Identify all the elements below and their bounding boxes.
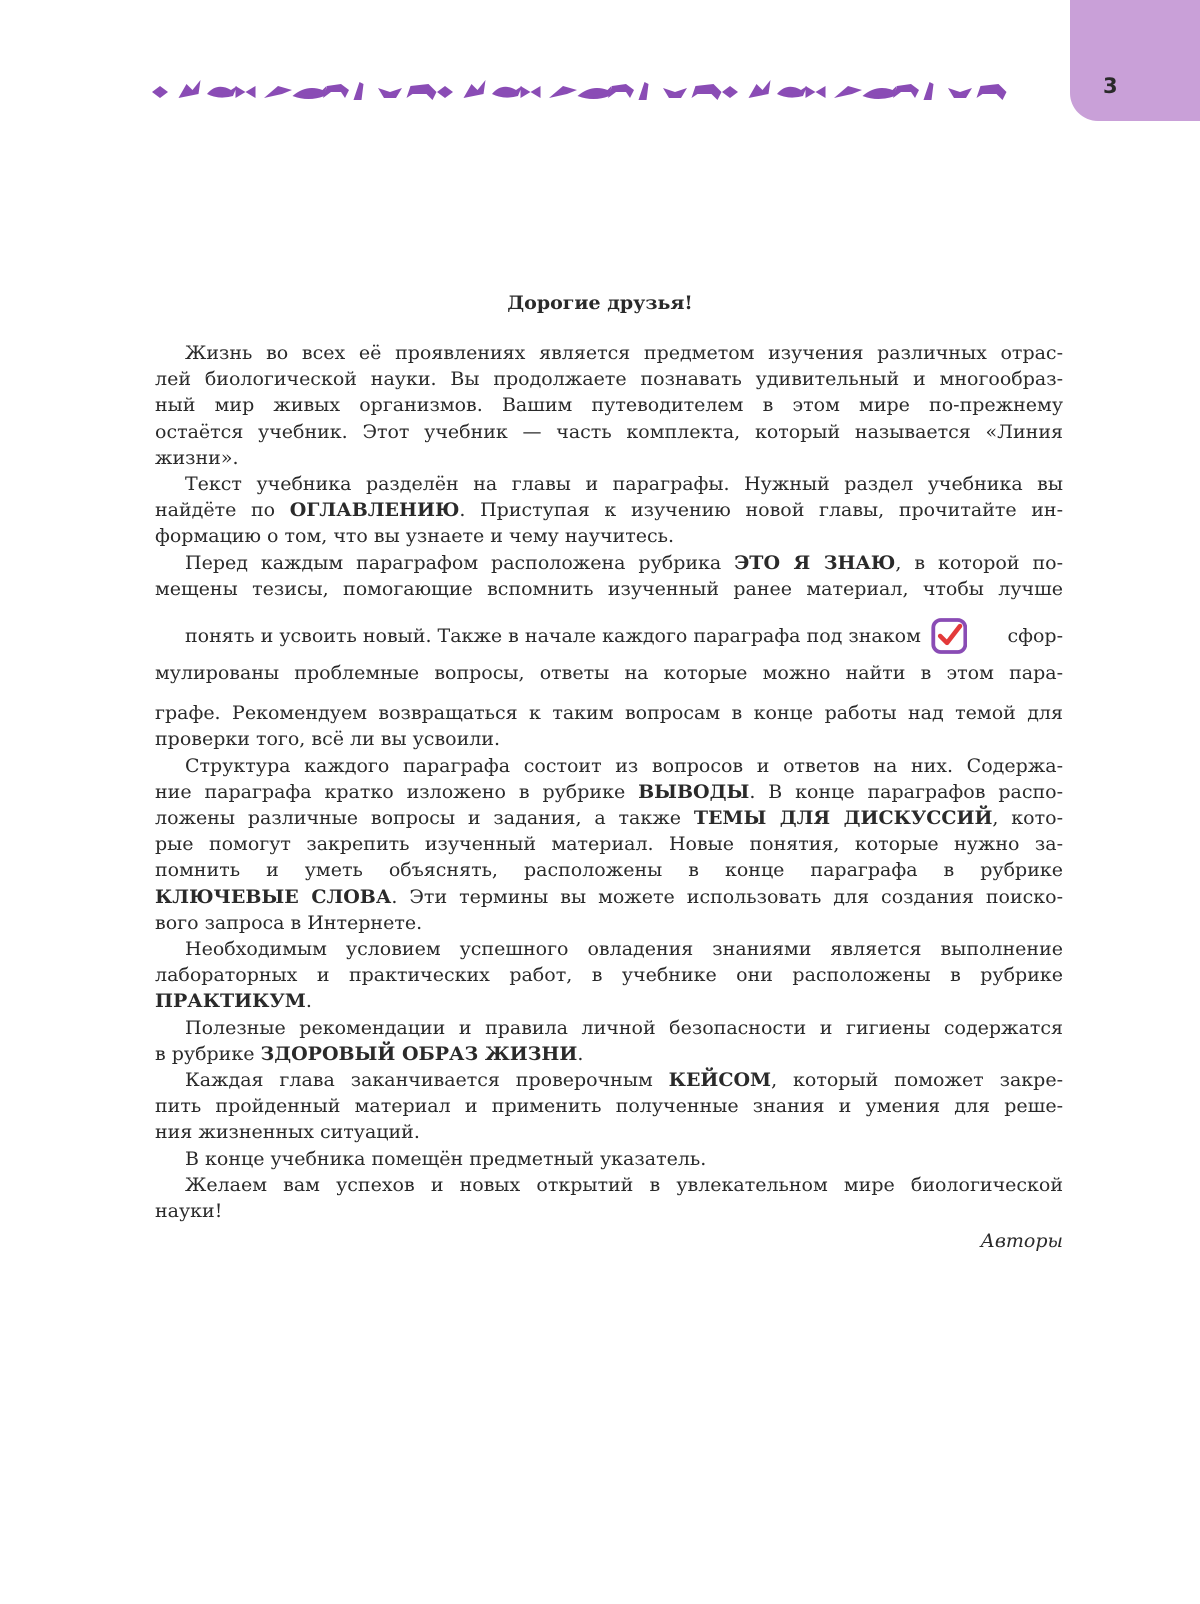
paragraph	[155, 550, 1063, 753]
text-fragment: . В конце параграфов распо-	[749, 780, 1063, 803]
text-line: лабораторных и практических работ, в учебнике они расположены в рубрике	[155, 964, 1063, 987]
text-line	[155, 1041, 1063, 1067]
paragraph	[155, 936, 1063, 1015]
text-fragment: , кото-	[992, 807, 1063, 830]
animal-silhouette-icon	[264, 86, 292, 98]
section-oglavlenie: ОГЛАВЛЕНИЮ	[289, 499, 460, 522]
text-line: В конце учебника помещён предметный указатель.	[185, 1147, 707, 1170]
text-line: Желаем вам успехов и новых открытий в увлекательном мире биологической	[185, 1173, 1063, 1196]
text-line: формацию о том, что вы узнаете и чему научитесь.	[155, 525, 674, 548]
animal-silhouette-icon	[323, 84, 349, 98]
page-number: 3	[1103, 74, 1118, 98]
text-line: пить пройденный материал и применить полученные знания и умения для реше-	[155, 1095, 1063, 1118]
animal-silhouette-icon	[924, 82, 934, 100]
text-line	[155, 497, 1063, 523]
animal-silhouette-icon	[179, 80, 201, 98]
animal-silhouette-icon	[378, 80, 402, 98]
animal-silhouette-icon	[549, 86, 577, 98]
animal-silhouette-icon	[863, 86, 897, 99]
text-fragment: сфор-	[1007, 624, 1063, 647]
text-fragment: найдёте по	[155, 499, 290, 522]
paragraph	[155, 1172, 1063, 1224]
animal-silhouette-icon	[207, 86, 237, 98]
text-line	[155, 884, 1063, 910]
text-line	[155, 1067, 1063, 1093]
text-fragment: ложены различные вопросы и задания, а также	[155, 807, 694, 830]
animal-silhouette-icon	[893, 84, 919, 98]
text-fragment: , который поможет закре-	[771, 1069, 1063, 1092]
text-fragment: Перед каждым параграфом расположена рубрика	[185, 551, 735, 574]
text-line: науки!	[155, 1200, 223, 1223]
section-zdorovyy-obraz-zhizni: ЗДОРОВЫЙ ОБРАЗ ЖИЗНИ	[260, 1042, 578, 1065]
text-line	[155, 550, 1063, 576]
animal-silhouette-icon	[977, 84, 1007, 100]
animal-silhouette-icon	[806, 86, 826, 98]
text-line: лей биологической науки. Вы продолжаете познавать удивительный и многообраз-	[155, 368, 1063, 391]
animal-silhouette-icon	[293, 86, 327, 99]
text-fragment: .	[577, 1042, 584, 1065]
animal-silhouettes-ornament	[150, 72, 1010, 112]
animal-silhouette-icon	[663, 80, 687, 98]
authors-signature: Авторы	[980, 1230, 1063, 1252]
paragraph	[155, 1146, 1063, 1172]
text-line: помнить и уметь объяснять, расположены в конце параграфа в рубрике	[155, 859, 1063, 882]
text-line: проверки того, всё ли вы усвоили.	[155, 728, 501, 751]
text-line: графе. Рекомендуем возвращаться к таким вопросам в конце работы над темой для	[155, 702, 1063, 725]
animal-silhouette-icon	[152, 78, 168, 98]
text-line: Необходимым условием успешного овладения знаниями является выполнение	[185, 938, 1063, 961]
text-fragment: понять и усвоить новый. Также в начале каждого параграфа под знаком	[185, 624, 921, 647]
section-eto-ya-znayu: ЭТО Я ЗНАЮ	[734, 551, 896, 574]
text-fragment: в рубрике	[155, 1042, 261, 1065]
paragraph	[155, 1067, 1063, 1146]
animal-silhouette-icon	[639, 82, 649, 100]
paragraph	[155, 1015, 1063, 1067]
section-praktikum: ПРАКТИКУМ	[155, 990, 306, 1013]
animal-silhouette-icon	[777, 86, 807, 98]
animal-silhouette-icon	[354, 82, 364, 100]
text-line: Жизнь во всех её проявлениях является предметом изучения различных отрас-	[185, 342, 1063, 364]
animal-silhouette-icon	[492, 86, 522, 98]
text-line: мещены тезисы, помогающие вспомнить изученный ранее материал, чтобы лучше	[155, 577, 1063, 600]
text-fragment: Каждая глава заканчивается проверочным	[185, 1069, 669, 1092]
animal-silhouette-icon	[464, 80, 486, 98]
text-line: мулированы проблемные вопросы, ответы на которые можно найти в этом пара-	[155, 662, 1063, 685]
text-line	[155, 779, 1063, 805]
text-line	[155, 805, 1063, 831]
animal-silhouette-icon	[948, 80, 972, 98]
text-line: ния жизненных ситуаций.	[155, 1121, 420, 1144]
text-line	[155, 988, 1063, 1014]
page-heading: Дорогие друзья!	[507, 292, 693, 314]
animal-silhouette-icon	[834, 86, 862, 98]
animal-silhouette-icon	[437, 78, 453, 98]
text-line: жизни».	[155, 446, 239, 469]
animal-silhouette-icon	[578, 86, 612, 99]
section-temy-dlya-diskussiy: ТЕМЫ ДЛЯ ДИСКУССИЙ	[693, 807, 993, 830]
animal-silhouette-icon	[407, 84, 437, 100]
page-tab	[1070, 0, 1200, 121]
body-text	[155, 340, 1063, 1224]
animal-silhouette-icon	[236, 86, 256, 98]
text-fragment: .	[305, 990, 312, 1013]
text-line: Полезные рекомендации и правила личной безопасности и гигиены содержатся	[185, 1016, 1063, 1039]
text-line: остаётся учебник. Этот учебник — часть комплекта, который называется «Линия	[155, 420, 1063, 443]
text-line: Структура каждого параграфа состоит из вопросов и ответов на них. Содержа-	[185, 754, 1063, 777]
text-line: ный мир живых организмов. Вашим путеводителем в этом мире по-прежнему	[155, 394, 1063, 417]
text-line: Текст учебника разделён на главы и параграфы. Нужный раздел учебника вы	[185, 473, 1063, 496]
section-klyuchevye-slova: КЛЮЧЕВЫЕ СЛОВА	[155, 885, 392, 908]
paragraph	[155, 340, 1063, 471]
animal-silhouette-icon	[722, 78, 738, 98]
text-fragment: , в которой по-	[895, 551, 1063, 574]
text-line: рые помогут закрепить изученный материал. Новые понятия, которые нужно за-	[155, 833, 1063, 856]
text-line: вого запроса в Интернете.	[155, 911, 423, 934]
animal-silhouette-icon	[692, 84, 722, 100]
text-fragment: . Эти термины вы можете использовать для создания поиско-	[391, 885, 1063, 908]
paragraph	[155, 753, 1063, 936]
paragraph	[155, 471, 1063, 550]
text-fragment: . Приступая к изучению новой главы, прочитайте ин-	[459, 499, 1063, 522]
animal-silhouette-icon	[608, 84, 634, 98]
section-vyvody: ВЫВОДЫ	[638, 780, 750, 803]
text-fragment: ние параграфа кратко изложено в рубрике	[155, 780, 639, 803]
section-keys: КЕЙСОМ	[668, 1069, 772, 1092]
animal-silhouette-icon	[521, 86, 541, 98]
animal-silhouette-icon	[749, 80, 771, 98]
checkbox-check-icon	[931, 612, 968, 660]
